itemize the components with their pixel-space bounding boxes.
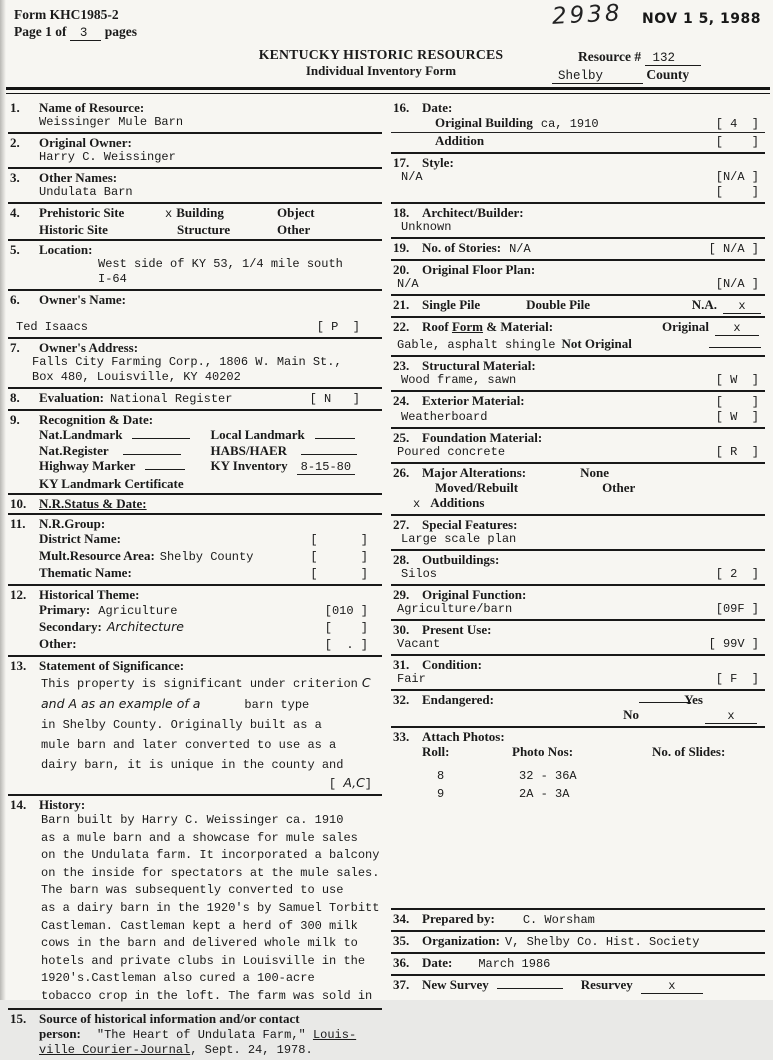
resource-number-value: 132 bbox=[645, 51, 702, 66]
field-30-bracket: [ 99V ] bbox=[708, 637, 759, 651]
history-line: cows in the barn and delivered whole milk to bbox=[41, 936, 358, 951]
field-12-number: 12. bbox=[10, 587, 27, 602]
county-label: County bbox=[646, 67, 690, 82]
option-moved-rebuilt: Moved/Rebuilt bbox=[435, 480, 519, 495]
page-count-suffix: pages bbox=[104, 24, 138, 39]
field-34-label: Prepared by: bbox=[422, 911, 495, 926]
field-06-owners-name bbox=[8, 291, 382, 339]
label-district-name: District Name: bbox=[39, 531, 121, 546]
option-additions: Additions bbox=[430, 495, 485, 510]
blank-area bbox=[391, 804, 765, 908]
field-24-top-bracket: [ ] bbox=[715, 395, 759, 409]
form-title: KENTUCKY HISTORIC RESOURCES bbox=[258, 47, 504, 62]
field-02-label: Original Owner: bbox=[39, 135, 132, 150]
option-structure: Structure bbox=[177, 222, 231, 237]
field-03-number: 3. bbox=[10, 170, 20, 185]
field-16-date bbox=[391, 99, 765, 154]
field-32-endangered bbox=[391, 691, 765, 728]
field-10-number: 10. bbox=[10, 496, 27, 511]
field-14-label: History: bbox=[39, 797, 86, 812]
field-05-value-line2: I-64 bbox=[98, 272, 127, 286]
field-32-label: Endangered: bbox=[422, 692, 494, 707]
field-29-original-function bbox=[391, 586, 765, 621]
field-01-number: 1. bbox=[10, 100, 20, 115]
field-03-label: Other Names: bbox=[39, 170, 118, 185]
form-number: Form KHC1985-2 bbox=[14, 7, 119, 22]
original-building-bracket: [ 4 ] bbox=[715, 117, 759, 131]
field-15-label-line2: person: bbox=[39, 1025, 81, 1041]
label-local-landmark: Local Landmark bbox=[210, 427, 305, 442]
significance-line4: mule barn and later converted to use as a bbox=[41, 738, 337, 752]
history-line: The barn was subsequently converted to use bbox=[41, 883, 344, 898]
field-08-evaluation bbox=[8, 389, 382, 411]
field-22-number: 22. bbox=[393, 319, 410, 334]
mult-resource-area-value: Shelby County bbox=[159, 550, 254, 564]
photo-roll-value: 9 bbox=[437, 787, 445, 801]
style-bracket1: [N/A ] bbox=[715, 170, 759, 184]
field-22-label-form: Form bbox=[451, 319, 484, 334]
habs-haer-blank bbox=[301, 444, 357, 455]
field-37-survey-type bbox=[391, 976, 765, 996]
option-object: Object bbox=[277, 205, 315, 220]
field-29-bracket: [09F ] bbox=[715, 602, 759, 616]
field-22-label-post: & Material: bbox=[483, 319, 554, 334]
field-23-label: Structural Material: bbox=[422, 358, 536, 373]
field-23-number: 23. bbox=[393, 358, 410, 373]
label-secondary-theme: Secondary: bbox=[39, 619, 102, 634]
field-05-location bbox=[8, 241, 382, 291]
label-mult-resource-area: Mult.Resource Area: bbox=[39, 548, 155, 563]
field-13-statement-of-significance bbox=[8, 657, 382, 796]
field-13-label: Statement of Significance: bbox=[39, 658, 185, 673]
field-24-exterior-material bbox=[391, 392, 765, 429]
field-02-number: 2. bbox=[10, 135, 20, 150]
label-nat-register: Nat.Register bbox=[39, 442, 109, 458]
significance-line2-typed: barn type bbox=[244, 698, 310, 712]
photo-nos-value: 2A - 3A bbox=[519, 787, 570, 801]
field-12-historical-theme bbox=[8, 586, 382, 657]
history-line: on the Undulata farm. It incorporated a balcony bbox=[41, 848, 380, 863]
page-count-prefix: Page 1 of bbox=[14, 24, 67, 39]
field-10-label: N.R.Status & Date: bbox=[39, 496, 147, 511]
form-header bbox=[0, 0, 773, 95]
field-10-nr-status bbox=[8, 495, 382, 515]
option-other-alteration: Other bbox=[602, 480, 636, 495]
field-18-value: Unknown bbox=[401, 220, 452, 234]
form-body bbox=[0, 95, 773, 1057]
addition-bracket: [ ] bbox=[715, 135, 759, 149]
history-line: Castleman. Castleman kept a herd of 300 milk bbox=[41, 918, 358, 933]
form-title-block bbox=[238, 47, 524, 79]
history-line: hotels and private clubs in Louisville in the bbox=[41, 953, 366, 968]
label-endangered-no: No bbox=[623, 707, 639, 722]
field-20-value: N/A bbox=[397, 277, 419, 291]
history-line: on the inside for spectators at the mule sales. bbox=[41, 865, 380, 880]
history-line: 1920's.Castleman also cured a 100-acre bbox=[41, 971, 315, 986]
field-06-value: Ted Isaacs bbox=[16, 320, 89, 334]
field-08-label: Evaluation: bbox=[39, 390, 105, 405]
field-34-value: C. Worsham bbox=[522, 913, 595, 927]
date-received-stamp: NOV 1 5, 1988 bbox=[642, 11, 761, 27]
field-23-structural-material bbox=[391, 357, 765, 392]
field-18-label: Architect/Builder: bbox=[422, 205, 524, 220]
header-divider-rule bbox=[6, 87, 770, 94]
history-text bbox=[8, 812, 382, 1006]
field-08-number: 8. bbox=[10, 390, 20, 405]
history-line: as a dairy barn in the 1920's by Samuel Torbitt bbox=[41, 900, 380, 915]
option-building: Building bbox=[176, 205, 224, 220]
field-01-label: Name of Resource: bbox=[39, 100, 145, 115]
other-theme-bracket: [ . ] bbox=[324, 638, 368, 652]
label-endangered-yes: Yes bbox=[684, 692, 703, 707]
field-34-number: 34. bbox=[393, 911, 410, 926]
roof-form-value: Gable, asphalt shingle bbox=[397, 338, 556, 352]
field-30-value: Vacant bbox=[397, 637, 441, 651]
field-21-number: 21. bbox=[393, 297, 410, 312]
resource-number-label: Resource # bbox=[578, 49, 642, 64]
field-18-architect-builder bbox=[391, 204, 765, 239]
field-11-nr-group bbox=[8, 515, 382, 586]
option-none: None bbox=[580, 465, 609, 480]
label-thematic-name: Thematic Name: bbox=[39, 565, 132, 580]
form-subtitle: Individual Inventory Form bbox=[305, 63, 457, 78]
significance-handwritten-line2: and A as an example of a bbox=[41, 696, 201, 711]
source-citation-plain2: , Sept. 24, 1978. bbox=[190, 1042, 313, 1057]
history-line: Barn built by Harry C. Weissinger ca. 1910 bbox=[41, 813, 344, 827]
label-primary-theme: Primary: bbox=[39, 602, 91, 617]
right-column bbox=[391, 99, 765, 996]
option-other: Other bbox=[277, 222, 311, 237]
field-29-number: 29. bbox=[393, 587, 410, 602]
field-30-label: Present Use: bbox=[422, 622, 492, 637]
field-36-number: 36. bbox=[393, 955, 410, 970]
primary-theme-value: Agriculture bbox=[98, 604, 178, 618]
field-25-value: Poured concrete bbox=[397, 445, 506, 459]
field-19-label: No. of Stories: bbox=[422, 240, 502, 255]
significance-handwritten-c: C bbox=[361, 675, 371, 690]
field-28-value: Silos bbox=[401, 567, 438, 581]
field-07-label: Owner's Address: bbox=[39, 340, 139, 355]
field-24-number: 24. bbox=[393, 393, 410, 408]
source-citation-plain: "The Heart of Undulata Farm," bbox=[96, 1027, 313, 1042]
field-26-major-alterations bbox=[391, 464, 765, 516]
field-20-original-floor-plan bbox=[391, 261, 765, 296]
field-23-value: Wood frame, sawn bbox=[401, 373, 517, 387]
field-30-present-use bbox=[391, 621, 765, 656]
field-02-original-owner bbox=[8, 134, 382, 169]
photo-roll-value: 8 bbox=[437, 769, 445, 783]
county-line bbox=[552, 67, 689, 83]
field-15-source-of-information bbox=[8, 1010, 382, 1060]
field-27-special-features bbox=[391, 516, 765, 551]
field-14-number: 14. bbox=[10, 797, 27, 812]
field-06-code-bracket: [ P ] bbox=[316, 320, 360, 334]
field-07-number: 7. bbox=[10, 340, 20, 355]
field-28-label: Outbuildings: bbox=[422, 552, 500, 567]
field-29-value: Agriculture/barn bbox=[397, 602, 513, 616]
label-resurvey: Resurvey bbox=[580, 977, 633, 992]
field-09-recognition-date bbox=[8, 411, 382, 495]
field-09-label: Recognition & Date: bbox=[39, 412, 154, 427]
photos-col-no-of-slides: No. of Slides: bbox=[652, 744, 726, 759]
left-column bbox=[8, 99, 382, 1057]
field-33-attach-photos bbox=[391, 728, 765, 804]
label-na: N.A. bbox=[691, 297, 717, 312]
criteria-bracket-open: [ bbox=[328, 777, 344, 791]
field-24-bracket: [ W ] bbox=[715, 410, 759, 424]
label-ky-inventory: KY Inventory bbox=[210, 458, 288, 473]
field-31-value: Fair bbox=[397, 672, 426, 686]
district-name-bracket: [ ] bbox=[310, 533, 368, 547]
field-03-value: Undulata Barn bbox=[39, 185, 133, 199]
field-35-number: 35. bbox=[393, 933, 410, 948]
field-19-value: N/A bbox=[509, 242, 531, 256]
field-06-number: 6. bbox=[10, 292, 20, 307]
field-05-label: Location: bbox=[39, 242, 93, 257]
field-04-site-type bbox=[8, 204, 382, 241]
criteria-bracket-close: ] bbox=[364, 777, 372, 791]
roof-original-checkmark: x bbox=[715, 322, 759, 336]
history-line: as a mule barn and a showcase for mule sales bbox=[41, 830, 358, 845]
field-27-value: Large scale plan bbox=[401, 532, 517, 546]
field-09-number: 9. bbox=[10, 412, 20, 427]
na-checkmark: x bbox=[723, 300, 761, 314]
nat-landmark-blank bbox=[132, 428, 190, 439]
field-17-label: Style: bbox=[422, 155, 454, 170]
source-citation-underlined2: ville Courier-Journal bbox=[39, 1042, 191, 1057]
field-01-value: Weissinger Mule Barn bbox=[39, 115, 184, 129]
field-21-pile bbox=[391, 296, 765, 318]
field-31-bracket: [ F ] bbox=[715, 672, 759, 686]
field-33-label: Attach Photos: bbox=[422, 729, 505, 744]
field-25-foundation-material bbox=[391, 429, 765, 464]
field-26-number: 26. bbox=[393, 465, 410, 480]
field-23-bracket: [ W ] bbox=[715, 373, 759, 387]
field-19-no-of-stories bbox=[391, 239, 765, 261]
primary-theme-bracket: [010 ] bbox=[324, 604, 368, 618]
history-line: tobacco crop in the loft. The farm was sold in bbox=[41, 988, 373, 1003]
criteria-handwritten-value: A,C bbox=[343, 775, 365, 790]
field-20-number: 20. bbox=[393, 262, 410, 277]
label-original-building: Original Building bbox=[435, 115, 533, 130]
field-31-number: 31. bbox=[393, 657, 410, 672]
field-36-label: Date: bbox=[422, 955, 453, 970]
mult-resource-area-bracket: [ ] bbox=[310, 550, 368, 564]
field-05-number: 5. bbox=[10, 242, 20, 257]
field-02-value: Harry C. Weissinger bbox=[39, 150, 176, 164]
ky-inventory-date: 8-15-80 bbox=[297, 460, 355, 475]
label-roof-not-original: Not Original bbox=[561, 336, 632, 351]
secondary-theme-bracket: [ ] bbox=[324, 621, 368, 635]
label-double-pile: Double Pile bbox=[526, 297, 591, 312]
endangered-yes-blank bbox=[639, 692, 691, 703]
field-20-label: Original Floor Plan: bbox=[422, 262, 536, 277]
label-other-theme: Other: bbox=[39, 636, 77, 651]
page-count-value: 3 bbox=[70, 26, 102, 41]
field-35-value: V, Shelby Co. Hist. Society bbox=[505, 935, 700, 949]
field-07-value-line2: Box 480, Louisville, KY 40202 bbox=[32, 370, 241, 384]
scan-edge-shadow bbox=[0, 0, 6, 1000]
field-34-prepared-by bbox=[391, 908, 765, 932]
label-highway-marker: Highway Marker bbox=[39, 458, 136, 473]
label-new-survey: New Survey bbox=[422, 977, 489, 992]
field-27-label: Special Features: bbox=[422, 517, 518, 532]
source-citation-underlined: Louis- bbox=[312, 1027, 357, 1042]
significance-line3: in Shelby County. Originally built as a bbox=[41, 718, 322, 732]
field-19-bracket: [ N/A ] bbox=[708, 242, 759, 256]
field-24-value: Weatherboard bbox=[401, 410, 488, 424]
field-08-value: National Register bbox=[110, 392, 233, 406]
county-value: Shelby bbox=[552, 69, 643, 84]
nat-register-blank bbox=[123, 444, 181, 455]
thematic-name-bracket: [ ] bbox=[310, 567, 368, 581]
field-16-label: Date: bbox=[422, 100, 453, 115]
field-27-number: 27. bbox=[393, 517, 410, 532]
field-18-number: 18. bbox=[393, 205, 410, 220]
field-22-roof-form-material bbox=[391, 318, 765, 357]
field-16-number: 16. bbox=[393, 100, 410, 115]
field-28-number: 28. bbox=[393, 552, 410, 567]
field-25-label: Foundation Material: bbox=[422, 430, 543, 445]
label-ky-landmark-certificate: KY Landmark Certificate bbox=[39, 475, 184, 491]
field-12-label: Historical Theme: bbox=[39, 587, 140, 602]
field-36-value: March 1986 bbox=[478, 957, 551, 971]
significance-line5: dairy barn, it is unique in the county and bbox=[41, 758, 344, 772]
style-bracket2: [ ] bbox=[715, 185, 759, 199]
field-28-bracket: [ 2 ] bbox=[715, 567, 759, 581]
field-35-organization bbox=[391, 932, 765, 954]
additions-checkmark: x bbox=[413, 497, 421, 511]
option-prehistoric-site: Prehistoric Site bbox=[39, 205, 125, 220]
resurvey-checkmark: x bbox=[641, 980, 703, 994]
field-29-label: Original Function: bbox=[422, 587, 527, 602]
label-roof-original: Original bbox=[662, 319, 709, 334]
field-24-label: Exterior Material: bbox=[422, 393, 525, 408]
building-checkmark: x bbox=[165, 207, 173, 221]
field-01-name-of-resource bbox=[8, 99, 382, 134]
field-04-number: 4. bbox=[10, 205, 20, 220]
photos-col-roll: Roll: bbox=[422, 744, 450, 759]
secondary-theme-handwritten-value: Architecture bbox=[106, 619, 184, 634]
field-15-number: 15. bbox=[10, 1010, 27, 1026]
field-07-value-line1: Falls City Farming Corp., 1806 W. Main St., bbox=[32, 355, 342, 369]
field-13-number: 13. bbox=[10, 658, 27, 673]
field-25-bracket: [ R ] bbox=[715, 445, 759, 459]
label-habs-haer: HABS/HAER bbox=[210, 442, 288, 458]
option-historic-site: Historic Site bbox=[39, 222, 108, 237]
photos-col-photo-nos: Photo Nos: bbox=[512, 744, 574, 759]
highway-marker-blank bbox=[145, 459, 185, 470]
field-14-history bbox=[8, 796, 382, 1010]
roof-not-original-blank bbox=[709, 337, 761, 348]
field-30-number: 30. bbox=[393, 622, 410, 637]
field-05-value-line1: West side of KY 53, 1/4 mile south bbox=[98, 257, 343, 271]
field-17-style bbox=[391, 154, 765, 204]
field-31-label: Condition: bbox=[422, 657, 482, 672]
field-11-number: 11. bbox=[10, 516, 26, 531]
field-19-number: 19. bbox=[393, 240, 410, 255]
field-17-value: N/A bbox=[401, 170, 423, 184]
field-35-label: Organization: bbox=[422, 933, 500, 948]
field-17-number: 17. bbox=[393, 155, 410, 170]
local-landmark-blank bbox=[315, 428, 355, 439]
label-addition: Addition bbox=[435, 133, 485, 148]
handwritten-control-number: 2938 bbox=[551, 0, 624, 30]
field-26-label: Major Alterations: bbox=[422, 465, 527, 480]
label-nat-landmark: Nat.Landmark bbox=[39, 427, 123, 442]
significance-line1: This property is significant under criterion bbox=[41, 677, 358, 691]
field-33-number: 33. bbox=[393, 729, 410, 744]
field-28-outbuildings bbox=[391, 551, 765, 586]
field-03-other-names bbox=[8, 169, 382, 204]
endangered-no-checkmark: x bbox=[705, 710, 757, 724]
field-20-bracket: [N/A ] bbox=[715, 277, 759, 291]
photo-nos-value: 32 - 36A bbox=[519, 769, 577, 783]
field-37-number: 37. bbox=[393, 977, 410, 992]
label-single-pile: Single Pile bbox=[422, 297, 481, 312]
page-count-line bbox=[14, 24, 137, 40]
field-25-number: 25. bbox=[393, 430, 410, 445]
field-06-label: Owner's Name: bbox=[39, 292, 127, 307]
field-11-label: N.R.Group: bbox=[39, 516, 106, 531]
resource-number-line bbox=[578, 49, 701, 65]
field-31-condition bbox=[391, 656, 765, 691]
field-07-owners-address bbox=[8, 339, 382, 389]
field-36-date-prepared bbox=[391, 954, 765, 976]
new-survey-blank bbox=[497, 978, 563, 989]
field-08-code-bracket: [ N ] bbox=[309, 392, 360, 406]
original-building-date: ca, 1910 bbox=[540, 117, 599, 131]
field-22-label-pre: Roof bbox=[422, 319, 452, 334]
field-15-label-line1: Source of historical information and/or contact bbox=[39, 1010, 300, 1026]
field-32-number: 32. bbox=[393, 692, 410, 707]
